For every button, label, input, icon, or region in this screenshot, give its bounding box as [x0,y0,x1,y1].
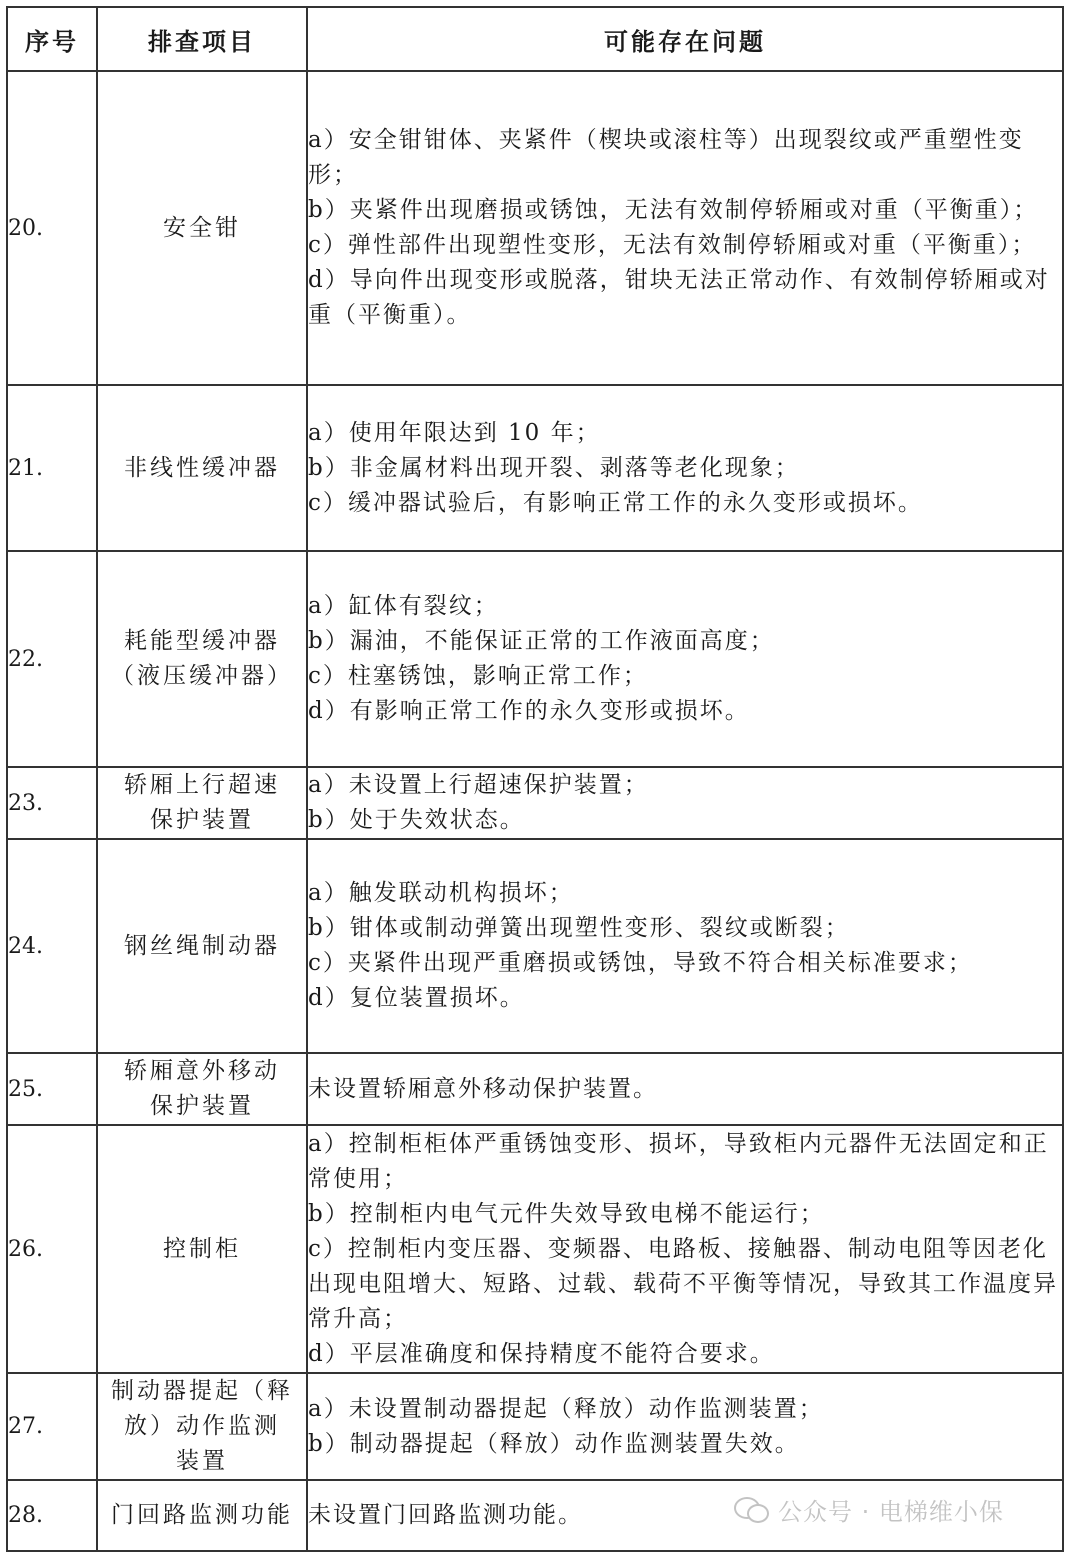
table-row [7,71,1063,385]
possible-issues [307,767,1063,839]
issue-item: b）非金属材料出现开裂、剥落等老化现象； [308,454,800,481]
issue-item: 未设置门回路监测功能。 [308,1502,583,1528]
issue-item: a）触发联动机构损坏； [308,880,574,906]
issue-item: b）处于失效状态。 [308,807,525,833]
inspection-item [97,767,307,839]
possible-issues [307,551,1063,767]
inspection-item [97,1373,307,1480]
wechat-icon [734,1495,770,1523]
issue-item: a）未设置制动器提起（释放）动作监测装置； [308,1395,824,1422]
issue-item: a）安全钳钳体、夹紧件（楔块或滚柱等）出现裂纹或严重塑性变形； [308,127,1024,188]
inspection-item-line: 非线性缓冲器 [124,454,280,481]
row-number: 25. [7,1053,97,1125]
watermark-text: 公众号 · 电梯维小保 [778,1497,1004,1526]
issue-item: b）制动器提起（释放）动作监测装置失效。 [308,1430,800,1457]
table-row [7,1125,1063,1373]
inspection-item-line: 控制柜 [163,1235,241,1262]
issue-item: d）导向件出现变形或脱落，钳块无法正常动作、有效制停轿厢或对重（平衡重）。 [308,267,1050,328]
issue-item: d）平层准确度和保持精度不能符合要求。 [308,1340,775,1367]
possible-issues [307,385,1063,551]
header-issues: 可能存在问题 [307,7,1063,71]
header-no: 序号 [7,7,97,71]
possible-issues [307,1053,1063,1125]
inspection-item-line: 轿厢上行超速 [124,772,280,798]
row-number: 24. [7,839,97,1053]
table-row [7,551,1063,767]
inspection-item-line: 保护装置 [150,807,254,833]
issue-item: b）夹紧件出现磨损或锈蚀，无法有效制停轿厢或对重（平衡重）； [308,197,1039,223]
issue-item: d）有影响正常工作的永久变形或损坏。 [308,698,750,724]
row-number: 21. [7,385,97,551]
table-row [7,767,1063,839]
issue-item: b）漏油，不能保证正常的工作液面高度； [308,628,775,654]
row-number: 22. [7,551,97,767]
inspection-item [97,1125,307,1373]
issue-item: c）弹性部件出现塑性变形，无法有效制停轿厢或对重（平衡重）； [308,232,1037,258]
row-number: 26. [7,1125,97,1373]
table-row [7,385,1063,551]
row-number: 20. [7,71,97,385]
issue-item: c）控制柜内变压器、变频器、电路板、接触器、制动电阻等因老化出现电阻增大、短路、过载、载荷不平衡等情况，导致其工作温度异常升高； [308,1235,1058,1332]
row-number: 27. [7,1373,97,1480]
header-item: 排查项目 [97,7,307,71]
issue-item: d）复位装置损坏。 [308,985,525,1011]
issue-item: a）使用年限达到 10 年； [308,419,601,446]
issue-item: c）夹紧件出现严重磨损或锈蚀，导致不符合相关标准要求； [308,950,973,976]
possible-issues [307,839,1063,1053]
inspection-item [97,839,307,1053]
inspection-item-line: 装置 [176,1448,228,1474]
inspection-table [6,6,1064,1552]
issue-item: c）柱塞锈蚀，影响正常工作； [308,663,648,689]
table-body [7,71,1063,1551]
issue-item: a）控制柜柜体严重锈蚀变形、损坏，导致柜内元器件无法固定和正常使用； [308,1130,1049,1192]
inspection-item-line: 钢丝绳制动器 [124,932,280,959]
inspection-item-line: 耗能型缓冲器 [124,628,280,654]
inspection-item [97,71,307,385]
table-row [7,839,1063,1053]
inspection-item [97,1053,307,1125]
issue-item: b）钳体或制动弹簧出现塑性变形、裂纹或断裂； [308,915,850,941]
watermark [734,1489,1004,1529]
inspection-item-line: （液压缓冲器） [111,663,293,689]
inspection-item-line: 安全钳 [163,214,241,241]
inspection-item-line: 轿厢意外移动 [124,1058,280,1084]
inspection-item [97,551,307,767]
inspection-item-line: 保护装置 [150,1093,254,1119]
issue-item: a）未设置上行超速保护装置； [308,772,649,798]
issue-item: b）控制柜内电气元件失效导致电梯不能运行； [308,1200,825,1227]
table-header-row [7,7,1063,71]
possible-issues [307,71,1063,385]
issue-item: 未设置轿厢意外移动保护装置。 [308,1075,658,1102]
row-number: 28. [7,1480,97,1551]
inspection-item-line: 门回路监测功能 [111,1502,293,1528]
inspection-item [97,1480,307,1551]
possible-issues [307,1373,1063,1480]
row-number: 23. [7,767,97,839]
table-row [7,1373,1063,1480]
issue-item: a）缸体有裂纹； [308,593,499,619]
possible-issues [307,1125,1063,1373]
inspection-item [97,385,307,551]
inspection-item-line: 放）动作监测 [124,1413,280,1439]
inspection-item-line: 制动器提起（释 [111,1378,293,1404]
table-row [7,1053,1063,1125]
issue-item: c）缓冲器试验后，有影响正常工作的永久变形或损坏。 [308,489,923,516]
